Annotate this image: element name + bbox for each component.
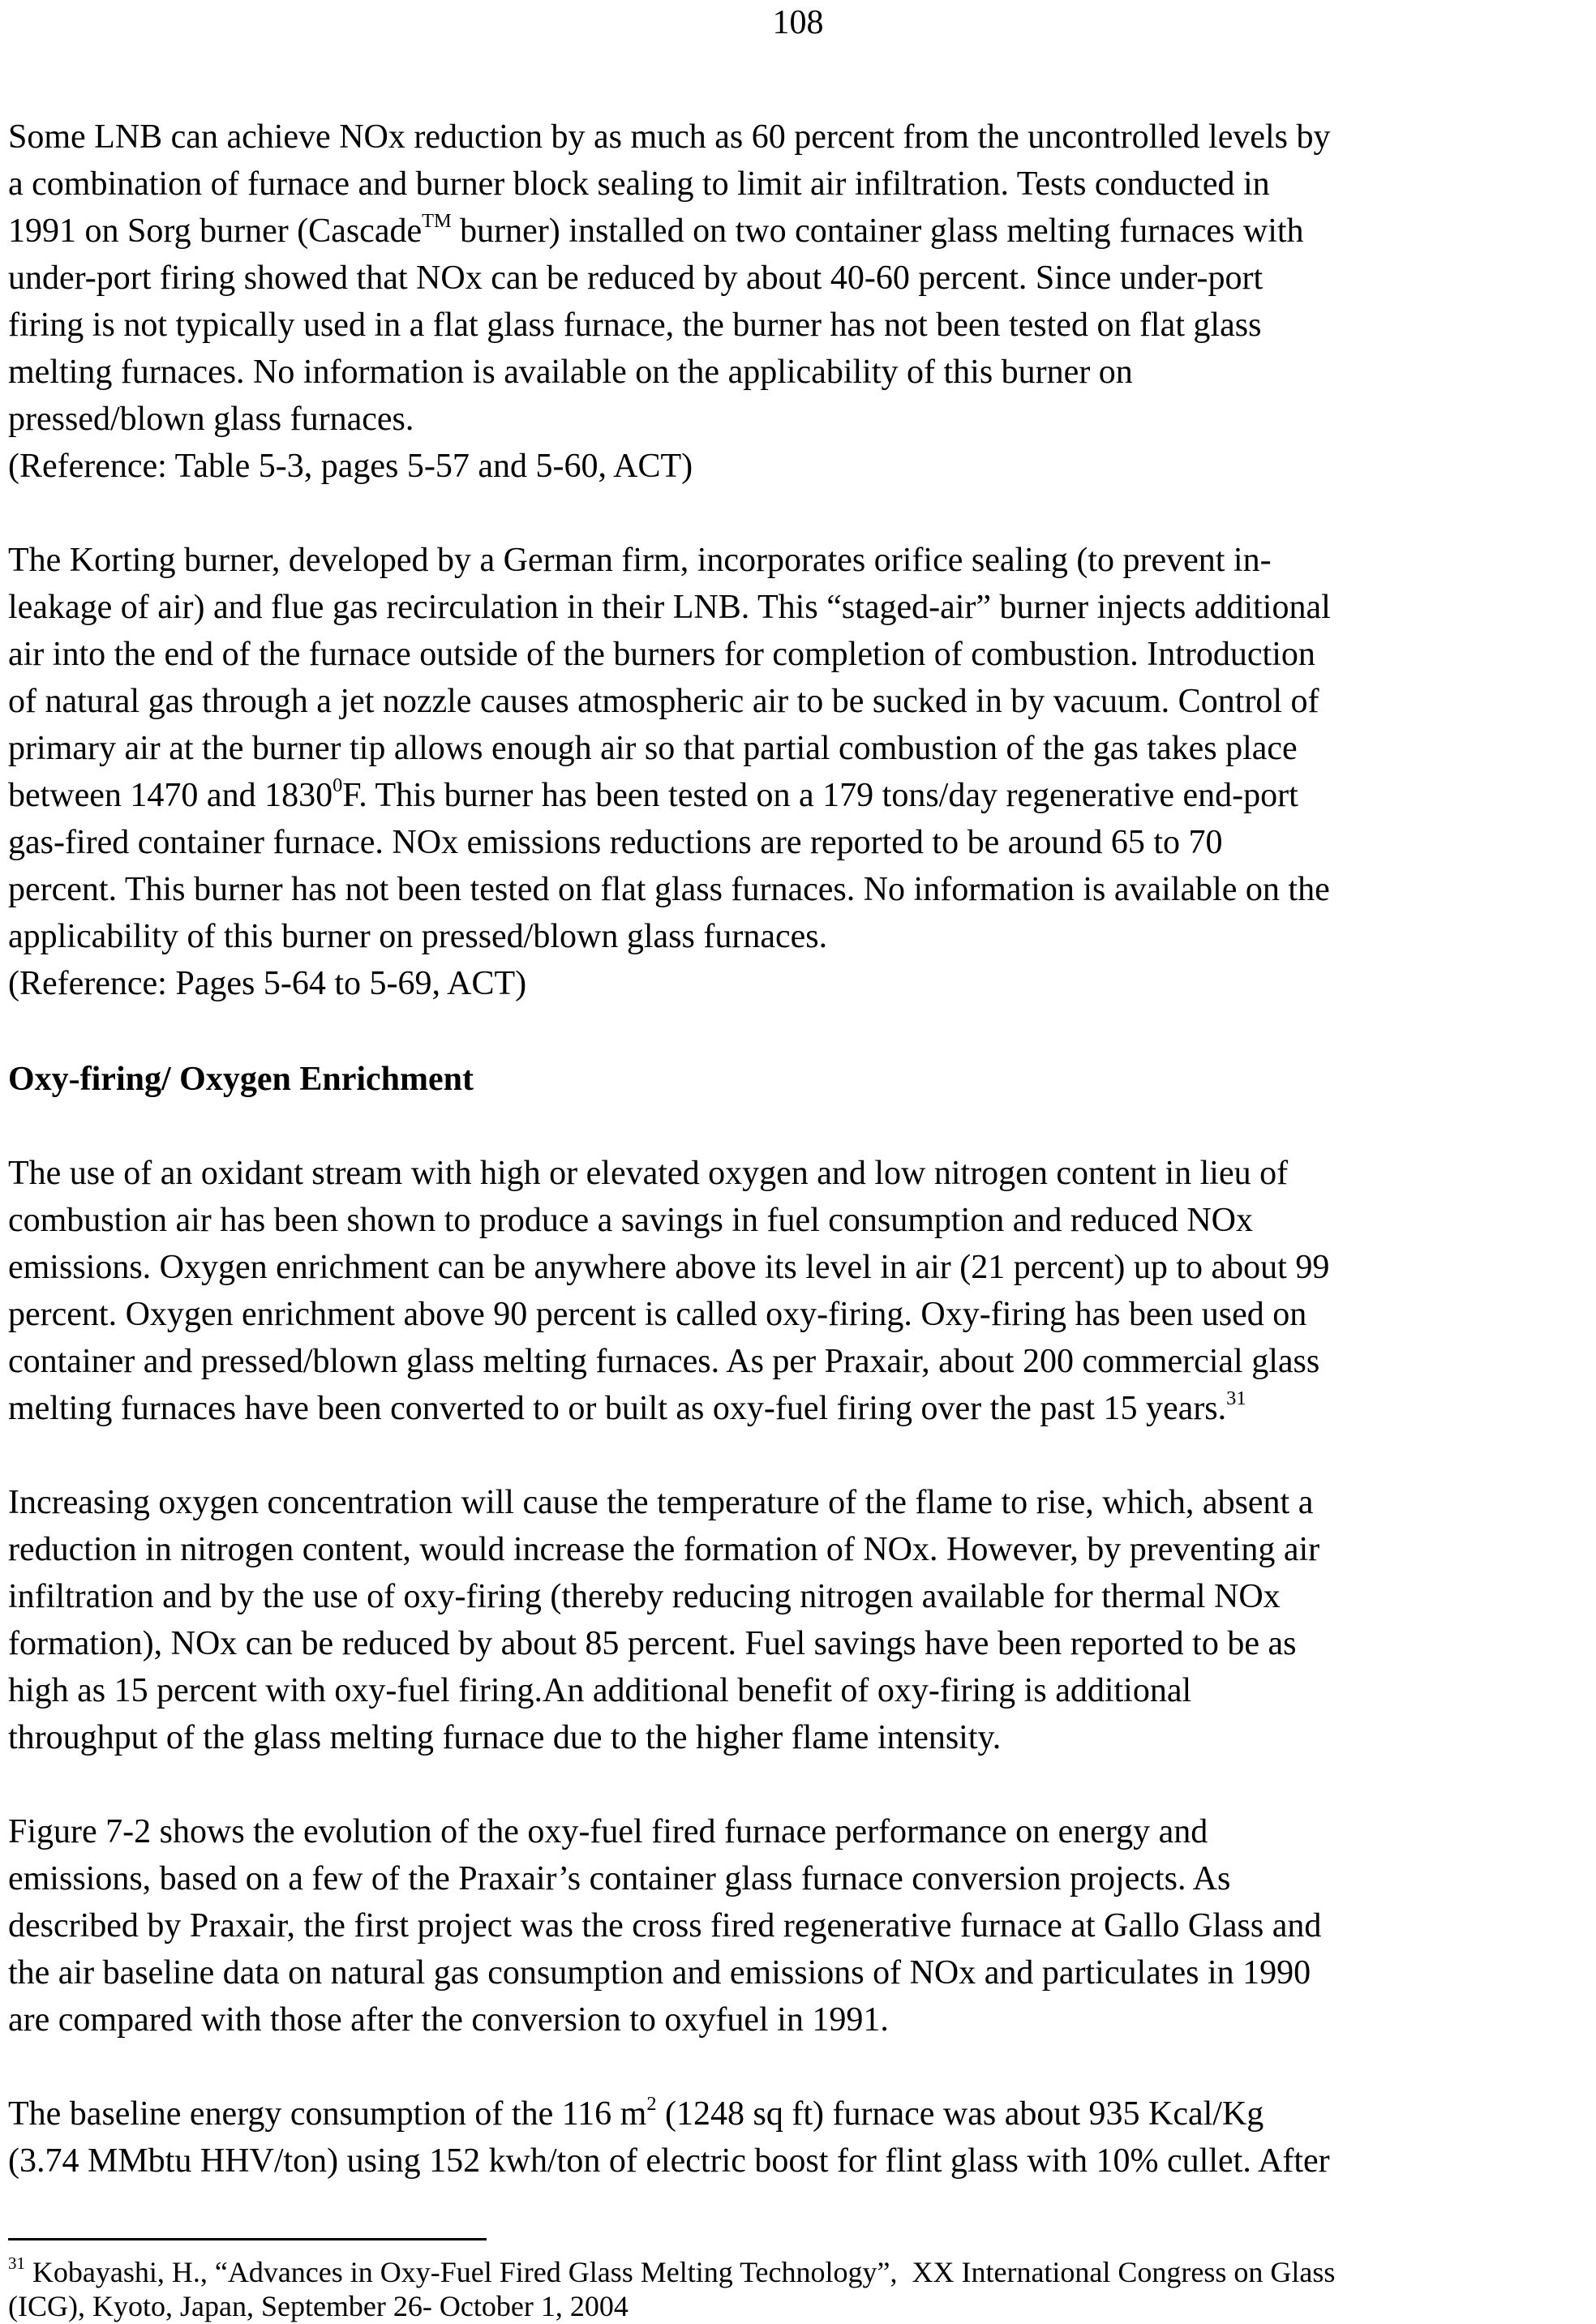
paragraph-line: high as 15 percent with oxy-fuel firing.An additional benefit of oxy-firing is additional — [8, 1672, 1192, 1709]
line-text: (1248 sq ft) furnace was about 935 Kcal/Kg — [656, 2095, 1264, 2133]
paragraph-line: container and pressed/blown glass melting furnaces. As per Praxair, about 200 commercial glass — [8, 1343, 1320, 1380]
paragraph-line: percent. Oxygen enrichment above 90 percent is called oxy-firing. Oxy-firing has been used on — [8, 1296, 1307, 1333]
paragraph-line: throughput of the glass melting furnace due to the higher flame intensity. — [8, 1719, 1002, 1756]
paragraph-line: The use of an oxidant stream with high or elevated oxygen and low nitrogen content in lieu of — [8, 1155, 1289, 1192]
line-text: 1991 on Sorg burner (Cascade — [8, 212, 423, 250]
paragraph-line: Figure 7-2 shows the evolution of the oxy-fuel fired furnace performance on energy and — [8, 1813, 1208, 1850]
paragraph-line: are compared with those after the conversion to oxyfuel in 1991. — [8, 2001, 889, 2039]
paragraph-line: pressed/blown glass furnaces. — [8, 401, 414, 438]
paragraph-line: formation), NOx can be reduced by about 85 percent. Fuel savings have been reported to be as — [8, 1625, 1297, 1662]
footnote-line — [8, 2254, 1335, 2290]
paragraph-line: leakage of air) and flue gas recirculation in their LNB. This “staged-air” burner injects additional — [8, 589, 1331, 626]
paragraph-line — [8, 210, 1304, 252]
footnote-reference: 31 — [1226, 1387, 1246, 1409]
paragraph-line: of natural gas through a jet nozzle causes atmospheric air to be sucked in by vacuum. Control of — [8, 683, 1319, 720]
degree-superscript: 0 — [332, 774, 343, 796]
paragraph-line: described by Praxair, the first project was the cross fired regenerative furnace at Gallo Glass and — [8, 1907, 1322, 1945]
paragraph-line: applicability of this burner on pressed/blown glass furnaces. — [8, 918, 828, 955]
line-text: melting furnaces have been converted to or built as oxy-fuel firing over the past 15 years. — [8, 1390, 1227, 1427]
section-heading: Oxy-firing/ Oxygen Enrichment — [8, 1061, 474, 1098]
squared-superscript: 2 — [646, 2092, 657, 2115]
footnote-separator — [8, 2238, 487, 2240]
trademark-superscript: TM — [422, 209, 452, 232]
paragraph-line: combustion air has been shown to produce a savings in fuel consumption and reduced NOx — [8, 1202, 1253, 1239]
line-text: F. This burner has been tested on a 179 tons/day regenerative end-port — [342, 777, 1298, 814]
footnote-line: (ICG), Kyoto, Japan, September 26- October 1, 2004 — [8, 2290, 629, 2322]
paragraph-line — [8, 1387, 1246, 1430]
paragraph-line: air into the end of the furnace outside of the burners for completion of combustion. Introduction — [8, 636, 1315, 673]
paragraph-line: firing is not typically used in a flat glass furnace, the burner has not been tested on flat glass — [8, 307, 1262, 344]
paragraph-line — [8, 2093, 1264, 2135]
reference-line: (Reference: Table 5-3, pages 5-57 and 5-60, ACT) — [8, 448, 693, 485]
paragraph-line: Increasing oxygen concentration will cause the temperature of the flame to rise, which, absent a — [8, 1484, 1314, 1521]
footnote-number: 31 — [8, 2253, 25, 2274]
paragraph-line — [8, 774, 1298, 817]
reference-line: (Reference: Pages 5-64 to 5-69, ACT) — [8, 965, 527, 1002]
page-number: 108 — [772, 4, 824, 41]
paragraph-line: a combination of furnace and burner block sealing to limit air infiltration. Tests conducted in — [8, 165, 1270, 203]
line-text: between 1470 and 1830 — [8, 777, 333, 814]
paragraph-line: percent. This burner has not been tested on flat glass furnaces. No information is available on the — [8, 871, 1330, 908]
paragraph-line: emissions. Oxygen enrichment can be anywhere above its level in air (21 percent) up to about 99 — [8, 1249, 1330, 1286]
paragraph-line: under-port firing showed that NOx can be reduced by about 40-60 percent. Since under-port — [8, 259, 1264, 297]
paragraph-line: the air baseline data on natural gas consumption and emissions of NOx and particulates in 1990 — [8, 1954, 1311, 1992]
paragraph-line: infiltration and by the use of oxy-firing (thereby reducing nitrogen available for thermal NOx — [8, 1578, 1281, 1615]
line-text: The baseline energy consumption of the 116 m — [8, 2095, 647, 2133]
paragraph-line: gas-fired container furnace. NOx emissions reductions are reported to be around 65 to 70 — [8, 824, 1223, 861]
line-text: burner) installed on two container glass melting furnaces with — [451, 212, 1304, 250]
paragraph-line: primary air at the burner tip allows enough air so that partial combustion of the gas takes place — [8, 730, 1298, 767]
paragraph-line: Some LNB can achieve NOx reduction by as much as 60 percent from the uncontrolled levels by — [8, 118, 1331, 156]
paragraph-line: The Korting burner, developed by a German firm, incorporates orifice sealing (to prevent in- — [8, 542, 1272, 579]
paragraph-line: emissions, based on a few of the Praxair’s container glass furnace conversion projects. As — [8, 1860, 1231, 1897]
paragraph-line: reduction in nitrogen content, would increase the formation of NOx. However, by preventing air — [8, 1531, 1320, 1568]
paragraph-line: (3.74 MMbtu HHV/ton) using 152 kwh/ton of electric boost for flint glass with 10% cullet. After — [8, 2142, 1330, 2180]
footnote-text: Kobayashi, H., “Advances in Oxy-Fuel Fired Glass Melting Technology”, XX International Congress on Glass — [24, 2256, 1336, 2288]
paragraph-line: melting furnaces. No information is available on the applicability of this burner on — [8, 354, 1133, 391]
